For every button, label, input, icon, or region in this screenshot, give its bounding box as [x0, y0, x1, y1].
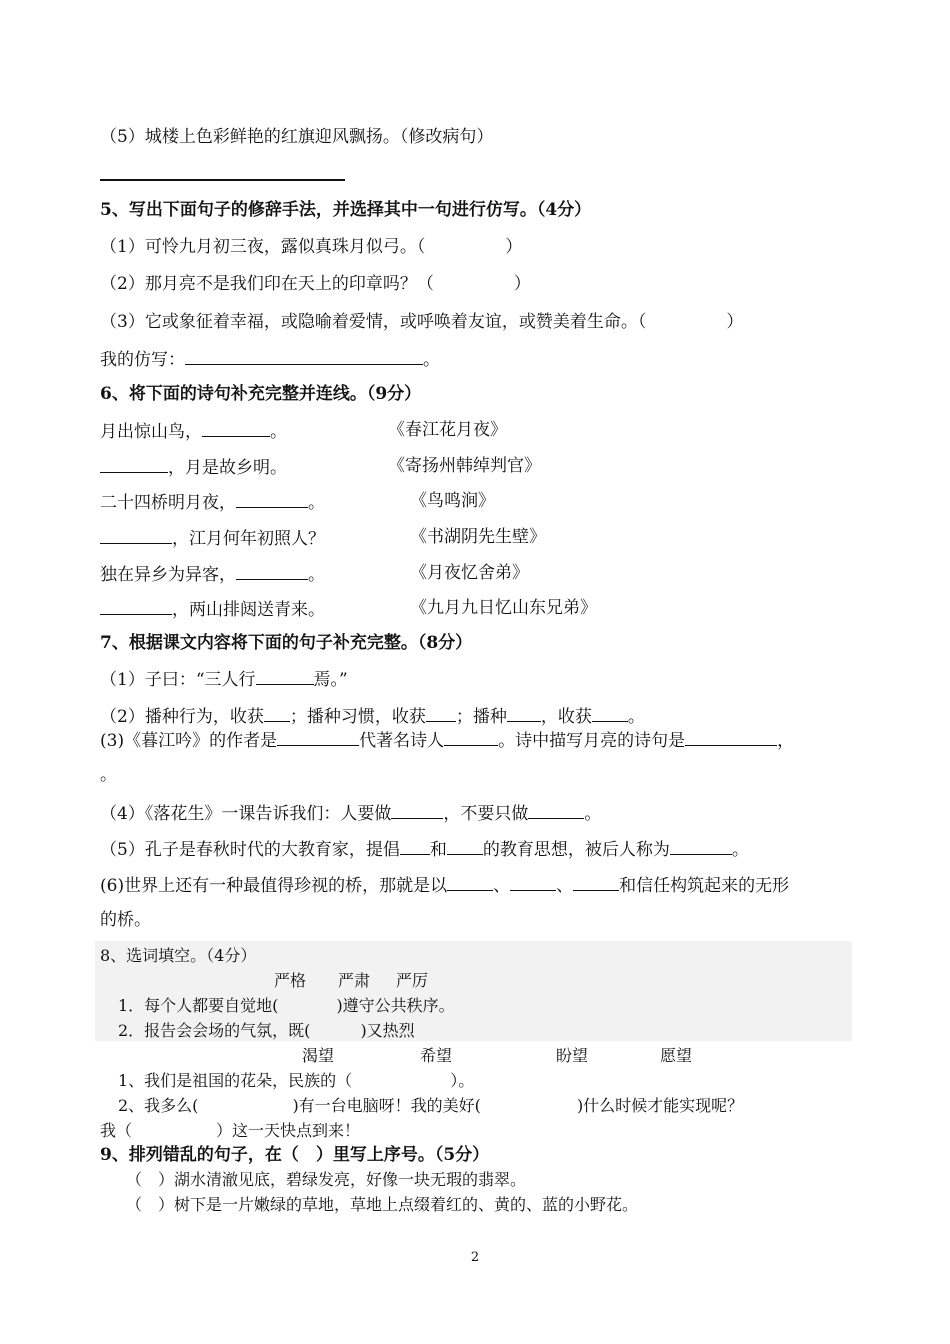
- blank[interactable]: [277, 728, 359, 746]
- blank[interactable]: [185, 347, 423, 365]
- q7-item-4: （4）《落花生》一课告诉我们：人要做 ，不要只做 。: [100, 801, 850, 825]
- q6-line-1: 月出惊山鸟， 。: [100, 419, 850, 443]
- q5-title: 5、写出下面句子的修辞手法，并选择其中一句进行仿写。（4分）: [100, 200, 592, 220]
- blank[interactable]: [670, 837, 732, 855]
- blank[interactable]: [236, 490, 308, 508]
- blank[interactable]: [447, 873, 493, 891]
- q6-poem-2: 《寄扬州韩绰判官》: [388, 456, 541, 476]
- q6-title: 6、将下面的诗句补充完整并连线。（9分）: [100, 384, 422, 404]
- q5-item-1: （1）可怜九月初三夜，露似真珠月似弓。（ ）: [100, 237, 523, 257]
- q9-item-2: （ ）树下是一片嫩绿的草地，草地上点缀着红的、黄的、蓝的小野花。: [126, 1195, 639, 1214]
- answer-rule: [100, 179, 345, 181]
- blank[interactable]: [447, 837, 483, 855]
- blank[interactable]: [100, 597, 172, 615]
- blank[interactable]: [573, 873, 619, 891]
- q5-item-3: （3）它或象征着幸福，或隐喻着爱情，或呼唤着友谊，或赞美着生命。（ ）: [100, 312, 744, 332]
- blank[interactable]: [202, 419, 270, 437]
- q7-title: 7、根据课文内容将下面的句子补充完整。（8分）: [100, 633, 473, 653]
- q6-line-6: ，两山排闼送青来。: [100, 597, 850, 621]
- blank[interactable]: [100, 455, 168, 473]
- q7-item-1: （1）子曰：“三人行 焉。”: [100, 667, 850, 691]
- q9-item-1: （ ）湖水清澈见底，碧绿发亮，好像一块无瑕的翡翠。: [126, 1170, 527, 1189]
- q7-item-6-cont: 的桥。: [100, 910, 151, 930]
- q6-poem-3: 《鸟鸣涧》: [410, 491, 495, 511]
- q6-poem-5: 《月夜忆舍弟》: [410, 563, 529, 583]
- page-number: 2: [470, 1250, 480, 1265]
- q8-sentence-5: 我（ ）这一天快点到来！: [100, 1121, 361, 1140]
- q8-sentence-1: 1．每个人都要自觉地( )遵守公共秩序。: [118, 996, 455, 1015]
- blank[interactable]: [528, 801, 584, 819]
- q7-item-6: (6)世界上还有一种最值得珍视的桥，那就是以 、 、 和信任构筑起来的无形: [100, 873, 850, 897]
- q7-item-3-cont: 。: [100, 765, 117, 785]
- q6-poem-1: 《春江花月夜》: [388, 420, 507, 440]
- blank[interactable]: [444, 728, 498, 746]
- blank[interactable]: [100, 526, 172, 544]
- blank[interactable]: [507, 704, 541, 722]
- q6-poem-6: 《九月九日忆山东兄弟》: [410, 598, 597, 618]
- q6-line-5: 独在异乡为异客， 。: [100, 562, 850, 586]
- q4-item5: （5）城楼上色彩鲜艳的红旗迎风飘扬。（修改病句）: [100, 127, 494, 147]
- blank[interactable]: [391, 801, 443, 819]
- q8-sentence-2: 2．报告会会场的气氛，既( )又热烈: [118, 1021, 415, 1040]
- q9-title: 9、排列错乱的句子，在（ ）里写上序号。（5分）: [100, 1145, 490, 1165]
- q5-item-2: （2）那月亮不是我们印在天上的印章吗？（ ）: [100, 274, 531, 294]
- q6-line-2: ，月是故乡明。: [100, 455, 850, 479]
- q7-item-3: (3)《暮江吟》的作者是 代著名诗人 。诗中描写月亮的诗句是 ，: [100, 728, 850, 752]
- q7-item-5: （5）孔子是春秋时代的大教育家，提倡 和 的教育思想，被后人称为 。: [100, 837, 850, 861]
- q8-sentence-4: 2、我多么( )有一台电脑呀！我的美好( )什么时候才能实现呢？: [118, 1096, 744, 1115]
- blank[interactable]: [685, 728, 777, 746]
- blank[interactable]: [510, 873, 556, 891]
- blank[interactable]: [264, 704, 290, 722]
- blank[interactable]: [426, 704, 456, 722]
- q7-item-2: （2）播种行为，收获 ；播种习惯，收获 ；播种 ，收获 。: [100, 704, 850, 728]
- blank[interactable]: [236, 562, 308, 580]
- q8-word-bank-1: 严格 严肃 严厉: [274, 971, 429, 990]
- q6-line-3: 二十四桥明月夜， 。: [100, 490, 850, 514]
- q8-sentence-3: 1、我们是祖国的花朵，民族的（ ）。: [118, 1071, 475, 1090]
- q6-poem-4: 《书湖阴先生壁》: [410, 527, 546, 547]
- q8-word-bank-2: 渴望 希望 盼望 愿望: [302, 1046, 693, 1065]
- q5-imitation: 我的仿写： 。: [100, 347, 850, 371]
- q6-line-4: ，江月何年初照人？: [100, 526, 850, 550]
- blank[interactable]: [256, 667, 314, 685]
- blank[interactable]: [400, 837, 430, 855]
- q8-title: 8、选词填空。（4分）: [100, 946, 257, 965]
- blank[interactable]: [592, 704, 628, 722]
